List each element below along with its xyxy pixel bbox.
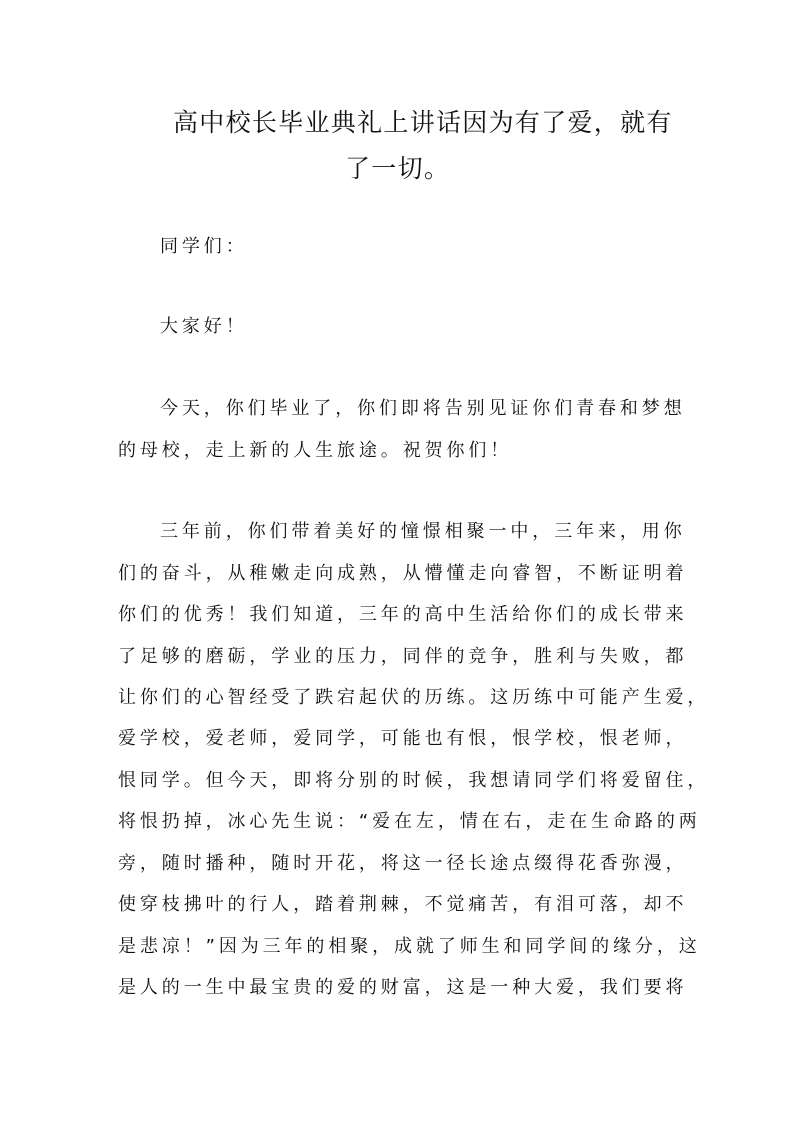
paragraph-line: 是人的一生中最宝贵的爱的财富，这是一种大爱，我们要将 xyxy=(118,977,688,998)
greeting: 大家好！ xyxy=(160,316,248,337)
paragraph-line: 了足够的磨砺，学业的压力，同伴的竞争，胜利与失败，都 xyxy=(118,646,688,667)
paragraph-line: 恨同学。但今天，即将分别的时候，我想请同学们将爱留住， xyxy=(118,770,710,791)
paragraph-line: 是悲凉！”因为三年的相聚，成就了师生和同学间的缘分，这 xyxy=(118,936,701,957)
paragraph-line: 们的奋斗，从稚嫩走向成熟，从懵懂走向睿智，不断证明着 xyxy=(118,563,688,584)
paragraph-line: 旁，随时播种，随时开花，将这一径长途点缀得花香弥漫， xyxy=(118,853,688,874)
page-title xyxy=(150,100,690,192)
paragraph-line: 三年前，你们带着美好的憧憬相聚一中，三年来，用你 xyxy=(160,521,686,542)
title-line-2: 了一切。 xyxy=(345,154,451,183)
paragraph-line: 让你们的心智经受了跌宕起伏的历练。这历练中可能产生爱， xyxy=(118,687,710,708)
paragraph-line: 爱学校，爱老师，爱同学，可能也有恨，恨学校，恨老师， xyxy=(118,728,688,749)
paragraph-line: 你们的优秀！我们知道，三年的高中生活给你们的成长带来 xyxy=(118,604,688,625)
paragraph-line: 将恨扔掉，冰心先生说：“爱在左，情在右，走在生命路的两 xyxy=(118,811,701,832)
paragraph-line: 使穿枝拂叶的行人，踏着荆棘，不觉痛苦，有泪可落，却不 xyxy=(118,894,688,915)
paragraph-line: 今天，你们毕业了，你们即将告别见证你们青春和梦想 xyxy=(160,398,686,419)
salutation: 同学们： xyxy=(160,236,248,257)
paragraph-line: 的母校，走上新的人生旅途。祝贺你们！ xyxy=(118,440,513,461)
title-line-1: 高中校长毕业典礼上讲话因为有了爱，就有 xyxy=(173,108,673,137)
